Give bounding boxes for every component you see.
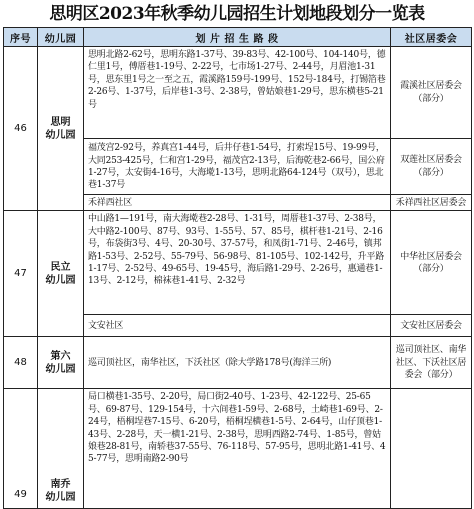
- header-route: 划 片 招 生 路 段: [84, 28, 391, 47]
- community-cell: 禾祥西社区居委会: [391, 195, 472, 211]
- route-cell: 文安社区: [84, 315, 391, 337]
- table-header-row: [4, 28, 472, 47]
- header-seq: 序号: [4, 28, 38, 47]
- route-cell: 福茂宫2-92号，养真宫1-44号，后井仔巷1-54号，打索埕15号、19-99号，大同253-425号，仁和宫1-29号，福茂宫2-13号，后海乾巷2-66号，国公府1-27号，太安街4-16号，大海墘1-13号，思明北路64-124号（双号），思北巷1-37号: [84, 139, 391, 195]
- kindergarten-name-line1: 思明: [50, 116, 71, 128]
- kindergarten-name-line1: 南乔: [50, 479, 71, 491]
- kindergarten-cell: [38, 47, 84, 211]
- community-cell: 巡司顶社区、南华社区、下沃社区居委会（部分）: [391, 337, 472, 389]
- kindergarten-name-line2: 幼儿园: [45, 129, 76, 141]
- kindergarten-cell: [38, 389, 84, 509]
- community-cell: 中华社区居委会（部分）: [391, 211, 472, 315]
- community-cell: 双莲社区居委会（部分）: [391, 139, 472, 195]
- route-cell: 中山路1—191号，南大海墘巷2-28号、1-31号，周厝巷1-37号、2-38号，大中路2-100号、87号、93号、1-55号、57、85号，棋杆巷1-21号、2-16号，布袋街3号、4号、20-30号、37-57号，和凤街1-71号、2-46号，镇邦路1-53号、2-52号、55-79号、56-98号、81-105号、102-142号，升平路1-17号、2-52号、49-65号、19-45号，海后路1-29号、2-26号，惠通巷1-13号、2-12号，棉袜巷1-41号、2-32号: [84, 211, 391, 315]
- table-row: [4, 211, 472, 315]
- kindergarten-name-line2: 幼儿园: [45, 492, 76, 504]
- table-row: [4, 389, 472, 509]
- route-cell: 禾祥西社区: [84, 195, 391, 211]
- kindergarten-name-line1: 民立: [50, 261, 71, 273]
- community-cell: 霞溪社区居委会（部分）: [391, 47, 472, 139]
- kindergarten-cell: [38, 211, 84, 337]
- community-cell: [391, 389, 472, 509]
- seq-cell: 46: [4, 47, 38, 211]
- table-row: [4, 337, 472, 389]
- seq-cell: 48: [4, 337, 38, 389]
- community-cell: 文安社区居委会: [391, 315, 472, 337]
- seq-cell: 47: [4, 211, 38, 337]
- kindergarten-name-line2: 幼儿园: [45, 363, 76, 375]
- seq-cell: 49: [4, 389, 38, 509]
- table-row: [4, 47, 472, 139]
- kindergarten-name-line2: 幼儿园: [45, 274, 76, 286]
- header-community: 社区居委会: [391, 28, 472, 47]
- route-cell: 局口横巷1-35号、2-20号，局口街2-40号、1-23号、42-122号、25-65号、69-87号、129-154号，十六间巷1-59号、2-68号，土崎巷1-69号、2-24号，梧桐埕巷7-15号、6-20号，梧桐埕横巷1-5号、2-64号，山仔顶巷1-43号、2-28号，天一横1-21号、2-38号，思明西路2-74号、1-85号，曾姑娘巷28-81号，南轿巷37-55号、76-118号、57-95号，思明北路1-41号、45-77号，思明南路2-90号: [84, 389, 391, 509]
- route-cell: 思明北路2-62号，思明东路1-37号、39-83号、42-100号、104-140号，德仁里1号，傅厝巷1-19号、2-22号，七市场1-27号、2-44号，月眉池1-31号，思东里1号之一至之五，霞溪路159号-199号、152号-184号，打锡箔巷2-26号、1-37号，后岸巷1-3号、2-38号，曾姑娘巷1-29号，思东横巷5-21号: [84, 47, 391, 139]
- kindergarten-name-line1: 第六: [50, 350, 71, 362]
- allocation-table: [3, 27, 472, 509]
- route-cell: 巡司顶社区，南华社区，下沃社区（除大学路178号(海洋三所): [84, 337, 391, 389]
- kindergarten-cell: [38, 337, 84, 389]
- header-kindergarten: 幼儿园: [38, 28, 84, 47]
- document-title: 思明区2023年秋季幼儿园招生计划地段划分一览表: [49, 4, 425, 24]
